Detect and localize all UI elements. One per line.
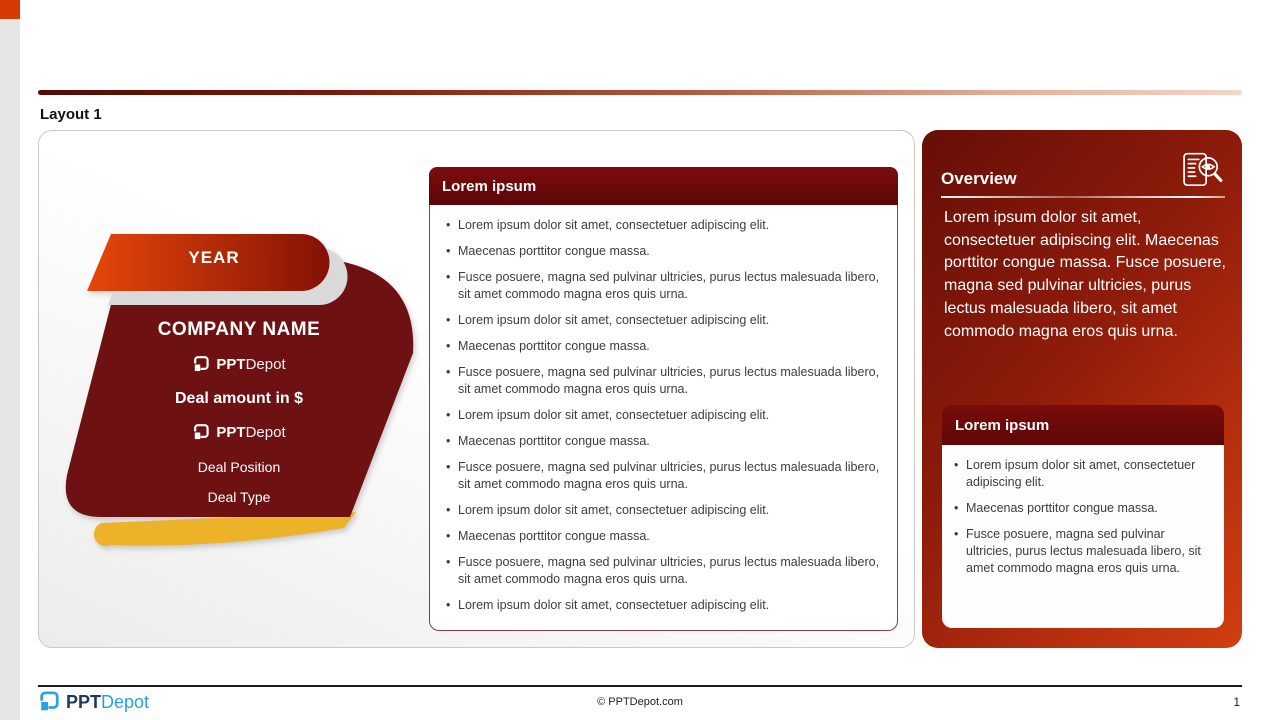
bullet-item: • Maecenas porttitor congue massa.: [444, 433, 881, 450]
pptdepot-logo: [99, 423, 379, 442]
bullet-item: • Maecenas porttitor congue massa.: [444, 338, 881, 355]
deal-position-label: Deal Position: [197, 459, 281, 475]
bullet-item: • Fusce posuere, magna sed pulvinar ultricies, purus lectus malesuada libero, sit amet commodo magna eros quis urna.: [444, 459, 881, 493]
bullet-item: • Fusce posuere, magna sed pulvinar ultricies, purus lectus malesuada libero, sit amet commodo magna eros quis urna.: [444, 364, 881, 398]
brand-accent-square: [0, 0, 20, 19]
deal-amount-label: Deal amount in $: [174, 390, 304, 407]
overview-paragraph: Lorem ipsum dolor sit amet, consectetuer adipiscing elit. Maecenas porttitor congue massa. Fusce posuere, magna sed pulvinar ultricies, purus lectus malesuada libero, sit amet commodo magna eros quis urna.: [944, 209, 1226, 340]
bullet-item: • Lorem ipsum dolor sit amet, consectetuer adipiscing elit.: [444, 502, 881, 519]
bullet-item: • Lorem ipsum dolor sit amet, consectetuer adipiscing elit.: [444, 407, 881, 424]
sidebar-lorem-box: [942, 405, 1224, 628]
bullet-item: • Maecenas porttitor congue massa.: [444, 243, 881, 260]
bullet-item: • Fusce posuere, magna sed pulvinar ultricies, purus lectus malesuada libero, sit amet commodo magna eros quis urna.: [444, 554, 881, 588]
pptdepot-logo-text: PPTDepot: [216, 424, 286, 441]
top-divider-bar: [38, 90, 1242, 95]
bullet-item: • Lorem ipsum dolor sit amet, consectetuer adipiscing elit.: [444, 597, 881, 614]
pptdepot-logo-text: PPTDepot: [66, 691, 150, 712]
bullet-item: • Fusce posuere, magna sed pulvinar ultricies, purus lectus malesuada libero, sit amet commodo magna eros quis urna.: [444, 269, 881, 303]
sidebar-box-body: [942, 445, 1224, 628]
pptdepot-logo-icon: [192, 423, 210, 442]
bullet-item: • Maecenas porttitor congue massa.: [952, 500, 1214, 517]
left-edge-strip: [0, 19, 20, 720]
bullet-item: • Fusce posuere, magna sed pulvinar ultricies, purus lectus malesuada libero, sit amet commodo magna eros quis urna.: [952, 526, 1214, 577]
year-label: YEAR: [188, 248, 240, 267]
company-name: COMPANY NAME: [157, 319, 321, 340]
overview-panel: [922, 130, 1242, 648]
pptdepot-logo-text: PPTDepot: [216, 356, 286, 373]
bullet-item: • Lorem ipsum dolor sit amet, consectetuer adipiscing elit.: [952, 457, 1214, 491]
pptdepot-logo-icon: [192, 355, 210, 374]
details-panel-body: [429, 205, 898, 631]
details-panel-header: Lorem ipsum: [429, 167, 898, 205]
yellow-swoosh-shape: [94, 512, 356, 546]
page-title: Layout 1: [40, 106, 102, 123]
footer-copyright: © PPTDepot.com: [597, 696, 683, 708]
bullet-item: • Lorem ipsum dolor sit amet, consectetuer adipiscing elit.: [444, 312, 881, 329]
details-bullet-list: [444, 217, 881, 614]
main-slide-card: [38, 130, 915, 648]
deal-type-label: Deal Type: [207, 489, 271, 505]
pptdepot-logo: [99, 355, 379, 374]
document-search-icon: [1182, 148, 1224, 194]
details-panel: [429, 167, 898, 631]
overview-title: Overview: [941, 169, 1017, 188]
bullet-item: • Lorem ipsum dolor sit amet, consectetuer adipiscing elit.: [444, 217, 881, 234]
footer-divider-line: [38, 685, 1242, 687]
sidebar-box-header: Lorem ipsum: [942, 405, 1224, 445]
page-number: 1: [1233, 695, 1240, 709]
sidebar-bullet-list: [952, 457, 1214, 577]
overview-underline: [941, 196, 1225, 198]
bullet-item: • Maecenas porttitor congue massa.: [444, 528, 881, 545]
